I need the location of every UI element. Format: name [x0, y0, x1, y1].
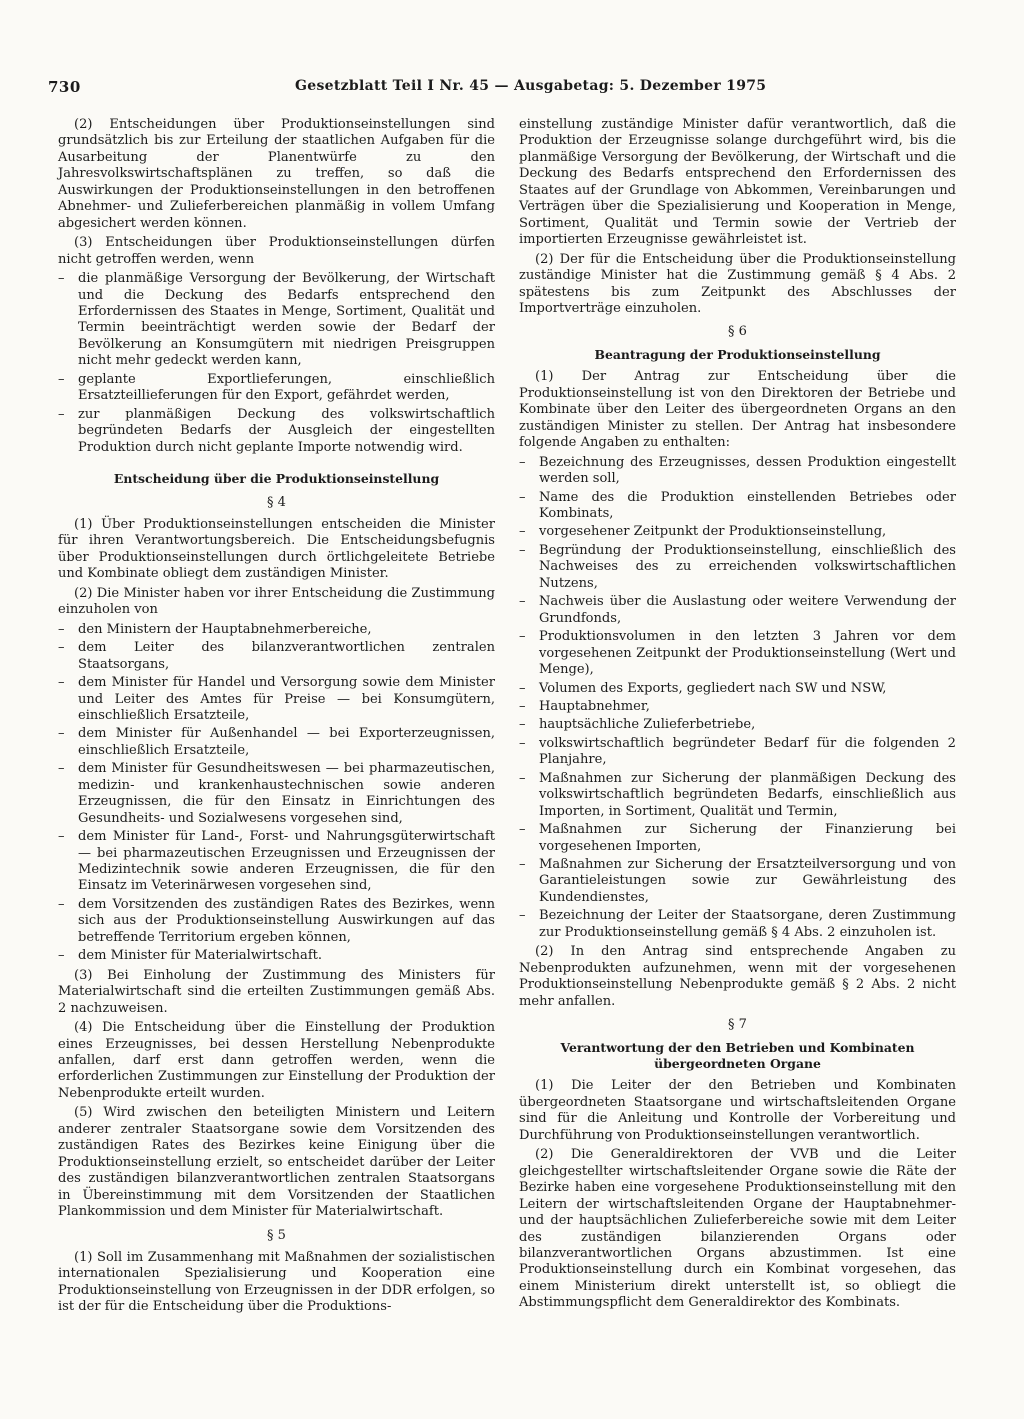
- paragraph: (2) In den Antrag sind entsprechende Angaben zu Nebenprodukten aufzunehmen, wenn mit der vorgesehenen Produktionseinstellung Nebenprodukte gemäß § 2 Abs. 2 nicht mehr anfallen.: [519, 944, 956, 1009]
- paragraph: (1) Soll im Zusammenhang mit Maßnahmen der sozialistischen internationalen Spezialisierung und Kooperation eine Produktionseinstellung von Erzeugnissen in der DDR erfolgen, so ist der für die Entscheidung über die Produktions-: [58, 1250, 495, 1315]
- list-item: – Maßnahmen zur Sicherung der planmäßigen Deckung des volkswirtschaftlich begründeten Bedarfs, einschließlich aus Importen, in Sortiment, Qualität und Termin,: [519, 771, 956, 820]
- list-item: – volkswirtschaftlich begründeter Bedarf für die folgenden 2 Planjahre,: [519, 736, 956, 769]
- list-item: – Bezeichnung der Leiter der Staatsorgane, deren Zustimmung zur Produktionseinstellung gemäß § 4 Abs. 2 einzuholen ist.: [519, 908, 956, 941]
- paragraph: einstellung zuständige Minister dafür verantwortlich, daß die Produktion der Erzeugnisse solange durchgeführt wird, bis die planmäßige Versorgung der Bevölkerung, der Wirtschaft und die Deckung des Bedarfs entsprechend den Erfordernissen des Staates auf der Grundlage von Abkommen, Vereinbarungen und Verträgen über die Spezialisierung und Kooperation in Menge, Sortiment, Qualität und Termin sowie der Vertrieb der importierten Erzeugnisse gewährleistet ist.: [519, 117, 956, 248]
- running-head: Gesetzblatt Teil I Nr. 45 — Ausgabetag: 5. Dezember 1975: [295, 78, 767, 94]
- list-item: – dem Minister für Land-, Forst- und Nahrungsgüterwirtschaft — bei pharmazeutischen Erzeugnissen und Erzeugnissen der Medizintechnik sowie anderen Erzeugnissen, die für den Einsatz im Veterinärwesen vorgesehen sind,: [58, 829, 495, 895]
- section-heading: Verantwortung der den Betrieben und Kombinaten übergeordneten Organe: [560, 1039, 915, 1072]
- list-item: – dem Minister für Handel und Versorgung sowie dem Minister und Leiter des Amtes für Preise — bei Konsumgütern, einschließlich Ersatzteile,: [58, 675, 495, 724]
- list-item: – Begründung der Produktionseinstellung, einschließlich des Nachweises des zu erreichenden volkswirtschaftlichen Nutzens,: [519, 543, 956, 592]
- list-item: – zur planmäßigen Deckung des volkswirtschaftlich begründeten Bedarfs der Ausgleich der eingestellten Produktion durch nicht geplante Importe notwendig wird.: [58, 407, 495, 456]
- list-item: – Name des die Produktion einstellenden Betriebes oder Kombinats,: [519, 490, 956, 523]
- list-item: – dem Minister für Materialwirtschaft.: [58, 948, 495, 964]
- approval-list: [58, 622, 495, 965]
- list-item: – Nachweis über die Auslastung oder weitere Verwendung der Grundfonds,: [519, 594, 956, 627]
- list-item: – dem Leiter des bilanzverantwortlichen zentralen Staatsorgans,: [58, 640, 495, 673]
- list-item: – Bezeichnung des Erzeugnisses, dessen Produktion eingestellt werden soll,: [519, 455, 956, 488]
- paragraph: (2) Die Minister haben vor ihrer Entscheidung die Zustimmung einzuholen von: [58, 585, 495, 618]
- list-item: – den Ministern der Hauptabnehmerbereiche,: [58, 622, 495, 638]
- paragraph: (3) Entscheidungen über Produktionseinstellungen dürfen nicht getroffen werden, wenn: [58, 235, 495, 267]
- section-number: § 5: [267, 1227, 286, 1243]
- list-item: – Maßnahmen zur Sicherung der Ersatzteilversorgung und von Garantieleistungen sowie zur Gewährleistung des Kundendienstes,: [519, 857, 956, 906]
- list-item: – dem Minister für Gesundheitswesen — bei pharmazeutischen, medizin- und krankenhaustechnischen sowie anderen Erzeugnissen, die für den Einsatz in Einrichtungen des Gesundheits- und Sozialwesens vorgesehen sind,: [58, 761, 495, 827]
- paragraph: (1) Der Antrag zur Entscheidung über die Produktionseinstellung ist von den Direktoren der Betriebe und Kombinate über den Leiter des übergeordneten Organs an den zuständigen Minister zu stellen. Der Antrag hat insbesondere folgende Angaben zu enthalten:: [519, 369, 956, 451]
- section-number: § 4: [267, 494, 286, 510]
- list-item: – hauptsächliche Zulieferbetriebe,: [519, 717, 956, 733]
- paragraph: (2) Der für die Entscheidung über die Produktionseinstellung zuständige Minister hat die Zustimmung gemäß § 4 Abs. 2 spätestens bis zum Zeitpunkt des Abschlusses der Importverträge einzuholen.: [519, 251, 956, 316]
- section-heading: Beantragung der Produktionseinstellung: [594, 346, 881, 362]
- right-column: [519, 117, 956, 1315]
- page-number: 730: [48, 78, 81, 96]
- paragraph: (4) Die Entscheidung über die Einstellung der Produktion eines Erzeugnisses, bei dessen Herstellung Nebenprodukte anfallen, darf erst dann getroffen werden, wenn die erforderlichen Zustimmungen zur Einstellung der Produktion der Nebenprodukte erteilt wurden.: [58, 1020, 495, 1101]
- application-details-list: [519, 455, 956, 942]
- list-item: – Maßnahmen zur Sicherung der Finanzierung bei vorgesehenen Importen,: [519, 822, 956, 855]
- paragraph: (5) Wird zwischen den beteiligten Ministern und Leitern anderer zentraler Staatsorgane sowie dem Vorsitzenden des zuständigen Rates des Bezirkes keine Einigung über die Produktionseinstellung erzielt, so entscheidet darüber der Leiter des zuständigen bilanzverantwortlichen zentralen Staatsorgans in Übereinstimmung mit dem Vorsitzenden der Staatlichen Plankommission und dem Minister für Materialwirtschaft.: [58, 1105, 495, 1220]
- list-item: – vorgesehener Zeitpunkt der Produktionseinstellung,: [519, 524, 956, 540]
- paragraph: (3) Bei Einholung der Zustimmung des Ministers für Materialwirtschaft sind die erteilten Zustimmungen gemäß Abs. 2 nachzuweisen.: [58, 967, 495, 1016]
- list-item: – Produktionsvolumen in den letzten 3 Jahren vor dem vorgesehenen Zeitpunkt der Produktionseinstellung (Wert und Menge),: [519, 629, 956, 678]
- paragraph: (2) Die Generaldirektoren der VVB und die Leiter gleichgestellter wirtschaftsleitender Organe sowie die Räte der Bezirke haben eine vorgesehene Produktionseinstellung mit den Leitern der wirtschaftsleitenden Organe der Hauptabnehmer- und der hauptsächlichen Zulieferbereiche sowie mit dem Leiter des zuständigen bilanzierenden Organs oder bilanzverantwortlichen Organs abzustimmen. Ist eine Produktionseinstellung durch ein Kombinat vorgesehen, das einem Ministerium direkt unterstellt ist, so obliegt die Abstimmungspflicht dem Generaldirektor des Kombinats.: [519, 1147, 956, 1311]
- paragraph: (1) Über Produktionseinstellungen entscheiden die Minister für ihren Verantwortungsbereich. Die Entscheidungsbefugnis über Produktionseinstellungen durch örtlichgeleitete Betriebe und Kombinate obliegt dem zuständigen Minister.: [58, 516, 495, 582]
- section-heading: Entscheidung über die Produktionseinstellung: [113, 471, 440, 487]
- list-item: – dem Vorsitzenden des zuständigen Rates des Bezirkes, wenn sich aus der Produktionseinstellung Auswirkungen auf das betreffende Territorium ergeben können,: [58, 897, 495, 946]
- conditions-list: [58, 271, 495, 456]
- paragraph: (1) Die Leiter der den Betrieben und Kombinaten übergeordneten Staatsorgane und wirtschaftsleitenden Organe sind für die Anleitung und Kontrolle der Vorbereitung und Durchführung von Produktionseinstellungen verantwortlich.: [519, 1078, 956, 1143]
- left-column: [58, 117, 495, 1319]
- list-item: – die planmäßige Versorgung der Bevölkerung, der Wirtschaft und die Deckung des Bedarfs entsprechend den Erfordernissen des Staates in Menge, Sortiment, Qualität und Termin beeinträchtigt werden sowie der Bedarf der Bevölkerung an Konsumgütern mit niedrigen Preisgruppen nicht mehr gedeckt werden kann,: [58, 271, 495, 370]
- list-item: – dem Minister für Außenhandel — bei Exporterzeugnissen, einschließlich Ersatzteile,: [58, 726, 495, 759]
- list-item: – geplante Exportlieferungen, einschließlich Ersatzteillieferungen für den Export, gefährdet werden,: [58, 372, 495, 405]
- list-item: – Hauptabnehmer,: [519, 699, 956, 715]
- list-item: – Volumen des Exports, gegliedert nach SW und NSW,: [519, 681, 956, 697]
- section-number: § 6: [728, 324, 747, 340]
- section-number: § 7: [728, 1017, 747, 1033]
- paragraph: (2) Entscheidungen über Produktionseinstellungen sind grundsätzlich bis zur Erteilung der staatlichen Aufgaben für die Ausarbeitung der Planentwürfe zu den Jahresvolkswirtschaftsplänen zu treffen, so daß die Auswirkungen der Produktionseinstellungen in den betroffenen Abnehmer- und Zulieferbereichen planmäßig in vollem Umfang abgesichert werden können.: [58, 117, 495, 231]
